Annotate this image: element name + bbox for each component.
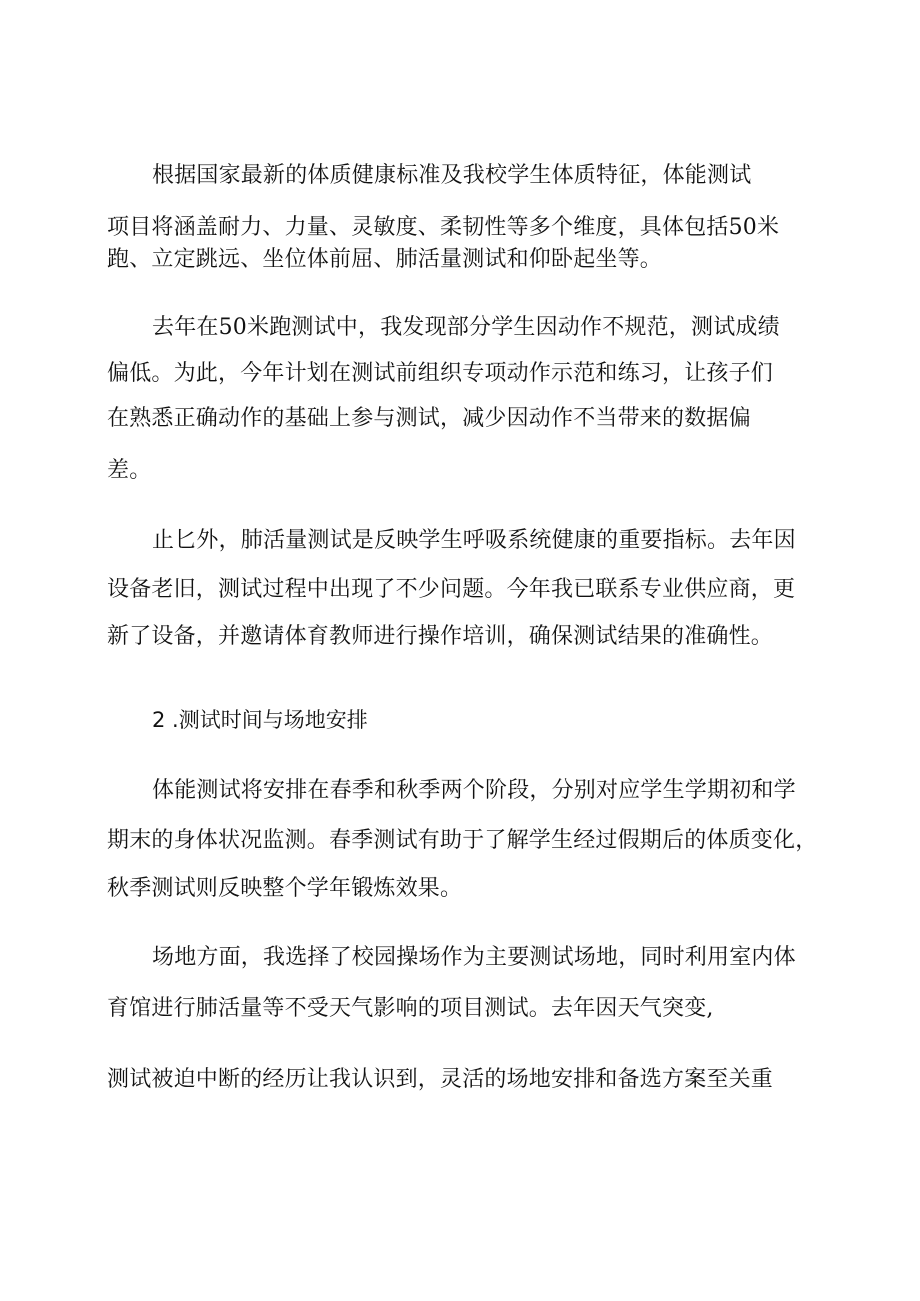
- paragraph-2-line-1: 去年在50米跑测试中，我发现部分学生因动作不规范，测试成绩: [152, 315, 780, 340]
- paragraph-3-line-2: 设备老旧，测试过程中出现了不少问题。今年我已联系专业供应商，更: [107, 577, 796, 602]
- paragraph-5-line-3: 测试被迫中断的经历让我认识到，灵活的场地安排和备选方案至关重: [107, 1067, 774, 1092]
- paragraph-2-line-2: 偏低。为此，今年计划在测试前组织专项动作示范和练习，让孩子们: [107, 361, 774, 386]
- section-heading: 2 .测试时间与场地安排: [152, 708, 368, 732]
- paragraph-4-line-1: 体能测试将安排在春季和秋季两个阶段，分别对应学生学期初和学: [152, 778, 796, 803]
- paragraph-1-line-2: 项目将涵盖耐力、力量、灵敏度、柔韧性等多个维度，具体包括50米: [107, 215, 780, 240]
- paragraph-2-line-3: 在熟悉正确动作的基础上参与测试，减少因动作不当带来的数据偏: [107, 406, 751, 431]
- paragraph-1-line-1: 根据国家最新的体质健康标准及我校学生体质特征，体能测试: [152, 163, 752, 188]
- paragraph-4-line-3: 秋季测试则反映整个学年锻炼效果。: [107, 876, 463, 901]
- paragraph-5-line-1: 场地方面，我选择了校园操场作为主要测试场地，同时利用室内体: [152, 945, 796, 970]
- paragraph-1-line-3: 跑、立定跳远、坐位体前屈、肺活量测试和仰卧起坐等。: [107, 247, 663, 272]
- paragraph-3-line-3: 新了设备，并邀请体育教师进行操作培训，确保测试结果的准确性。: [107, 624, 774, 649]
- paragraph-4-line-2: 期末的身体状况监测。春季测试有助于了解学生经过假期后的体质变化，: [107, 828, 818, 853]
- paragraph-5-line-2: 育馆进行肺活量等不受天气影响的项目测试。去年因天气突变,: [107, 996, 714, 1021]
- paragraph-3-line-1: 止匕外，肺活量测试是反映学生呼吸系统健康的重要指标。去年因: [152, 528, 796, 553]
- paragraph-2-line-4: 差。: [107, 458, 152, 483]
